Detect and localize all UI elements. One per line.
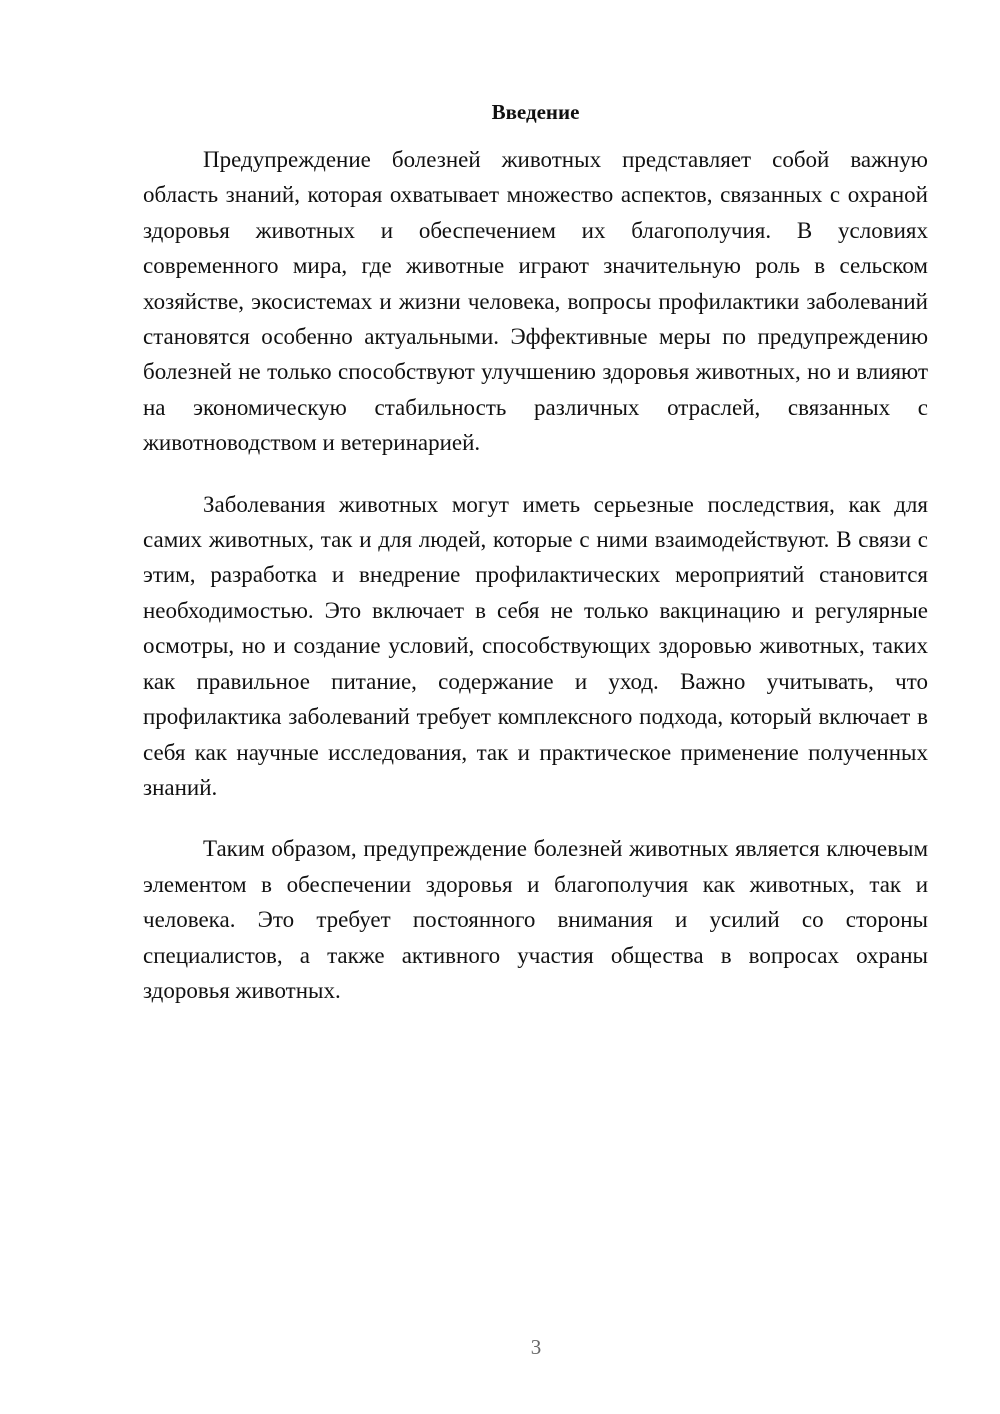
page-number: 3	[530, 1335, 542, 1359]
section-title: Введение	[491, 100, 580, 124]
body-text	[143, 142, 928, 1034]
paragraph-2: Заболевания животных могут иметь серьезные последствия, как для самих животных, так и для людей, которые с ними взаимодействуют. В связи с этим, разработка и внедрение профилактических мероприятий становится необходимостью. Это включает в себя не только вакцинацию и регулярные осмотры, но и создание условий, способствующих здоровью животных, таких как правильное питание, содержание и уход. Важно учитывать, что профилактика заболеваний требует комплексного подхода, который включает в себя как научные исследования, так и практическое применение полученных знаний.	[143, 491, 928, 800]
paragraph-1: Предупреждение болезней животных представляет собой важную область знаний, которая охватывает множество аспектов, связанных с охраной здоровья животных и обеспечением их благополучия. В условиях современного мира, где животные играют значительную роль в сельском хозяйстве, экосистемах и жизни человека, вопросы профилактики заболеваний становятся особенно актуальными. Эффективные меры по предупреждению болезней не только способствуют улучшению здоровья животных, но и влияют на экономическую стабильность различных отраслей, связанных с животноводством и ветеринарией.	[143, 147, 928, 456]
paragraph-3: Таким образом, предупреждение болезней животных является ключевым элементом в обеспечении здоровья и благополучия как животных, так и человека. Это требует постоянного внимания и усилий со стороны специалистов, а также активного участия общества в вопросах охраны здоровья животных.	[143, 836, 928, 1003]
